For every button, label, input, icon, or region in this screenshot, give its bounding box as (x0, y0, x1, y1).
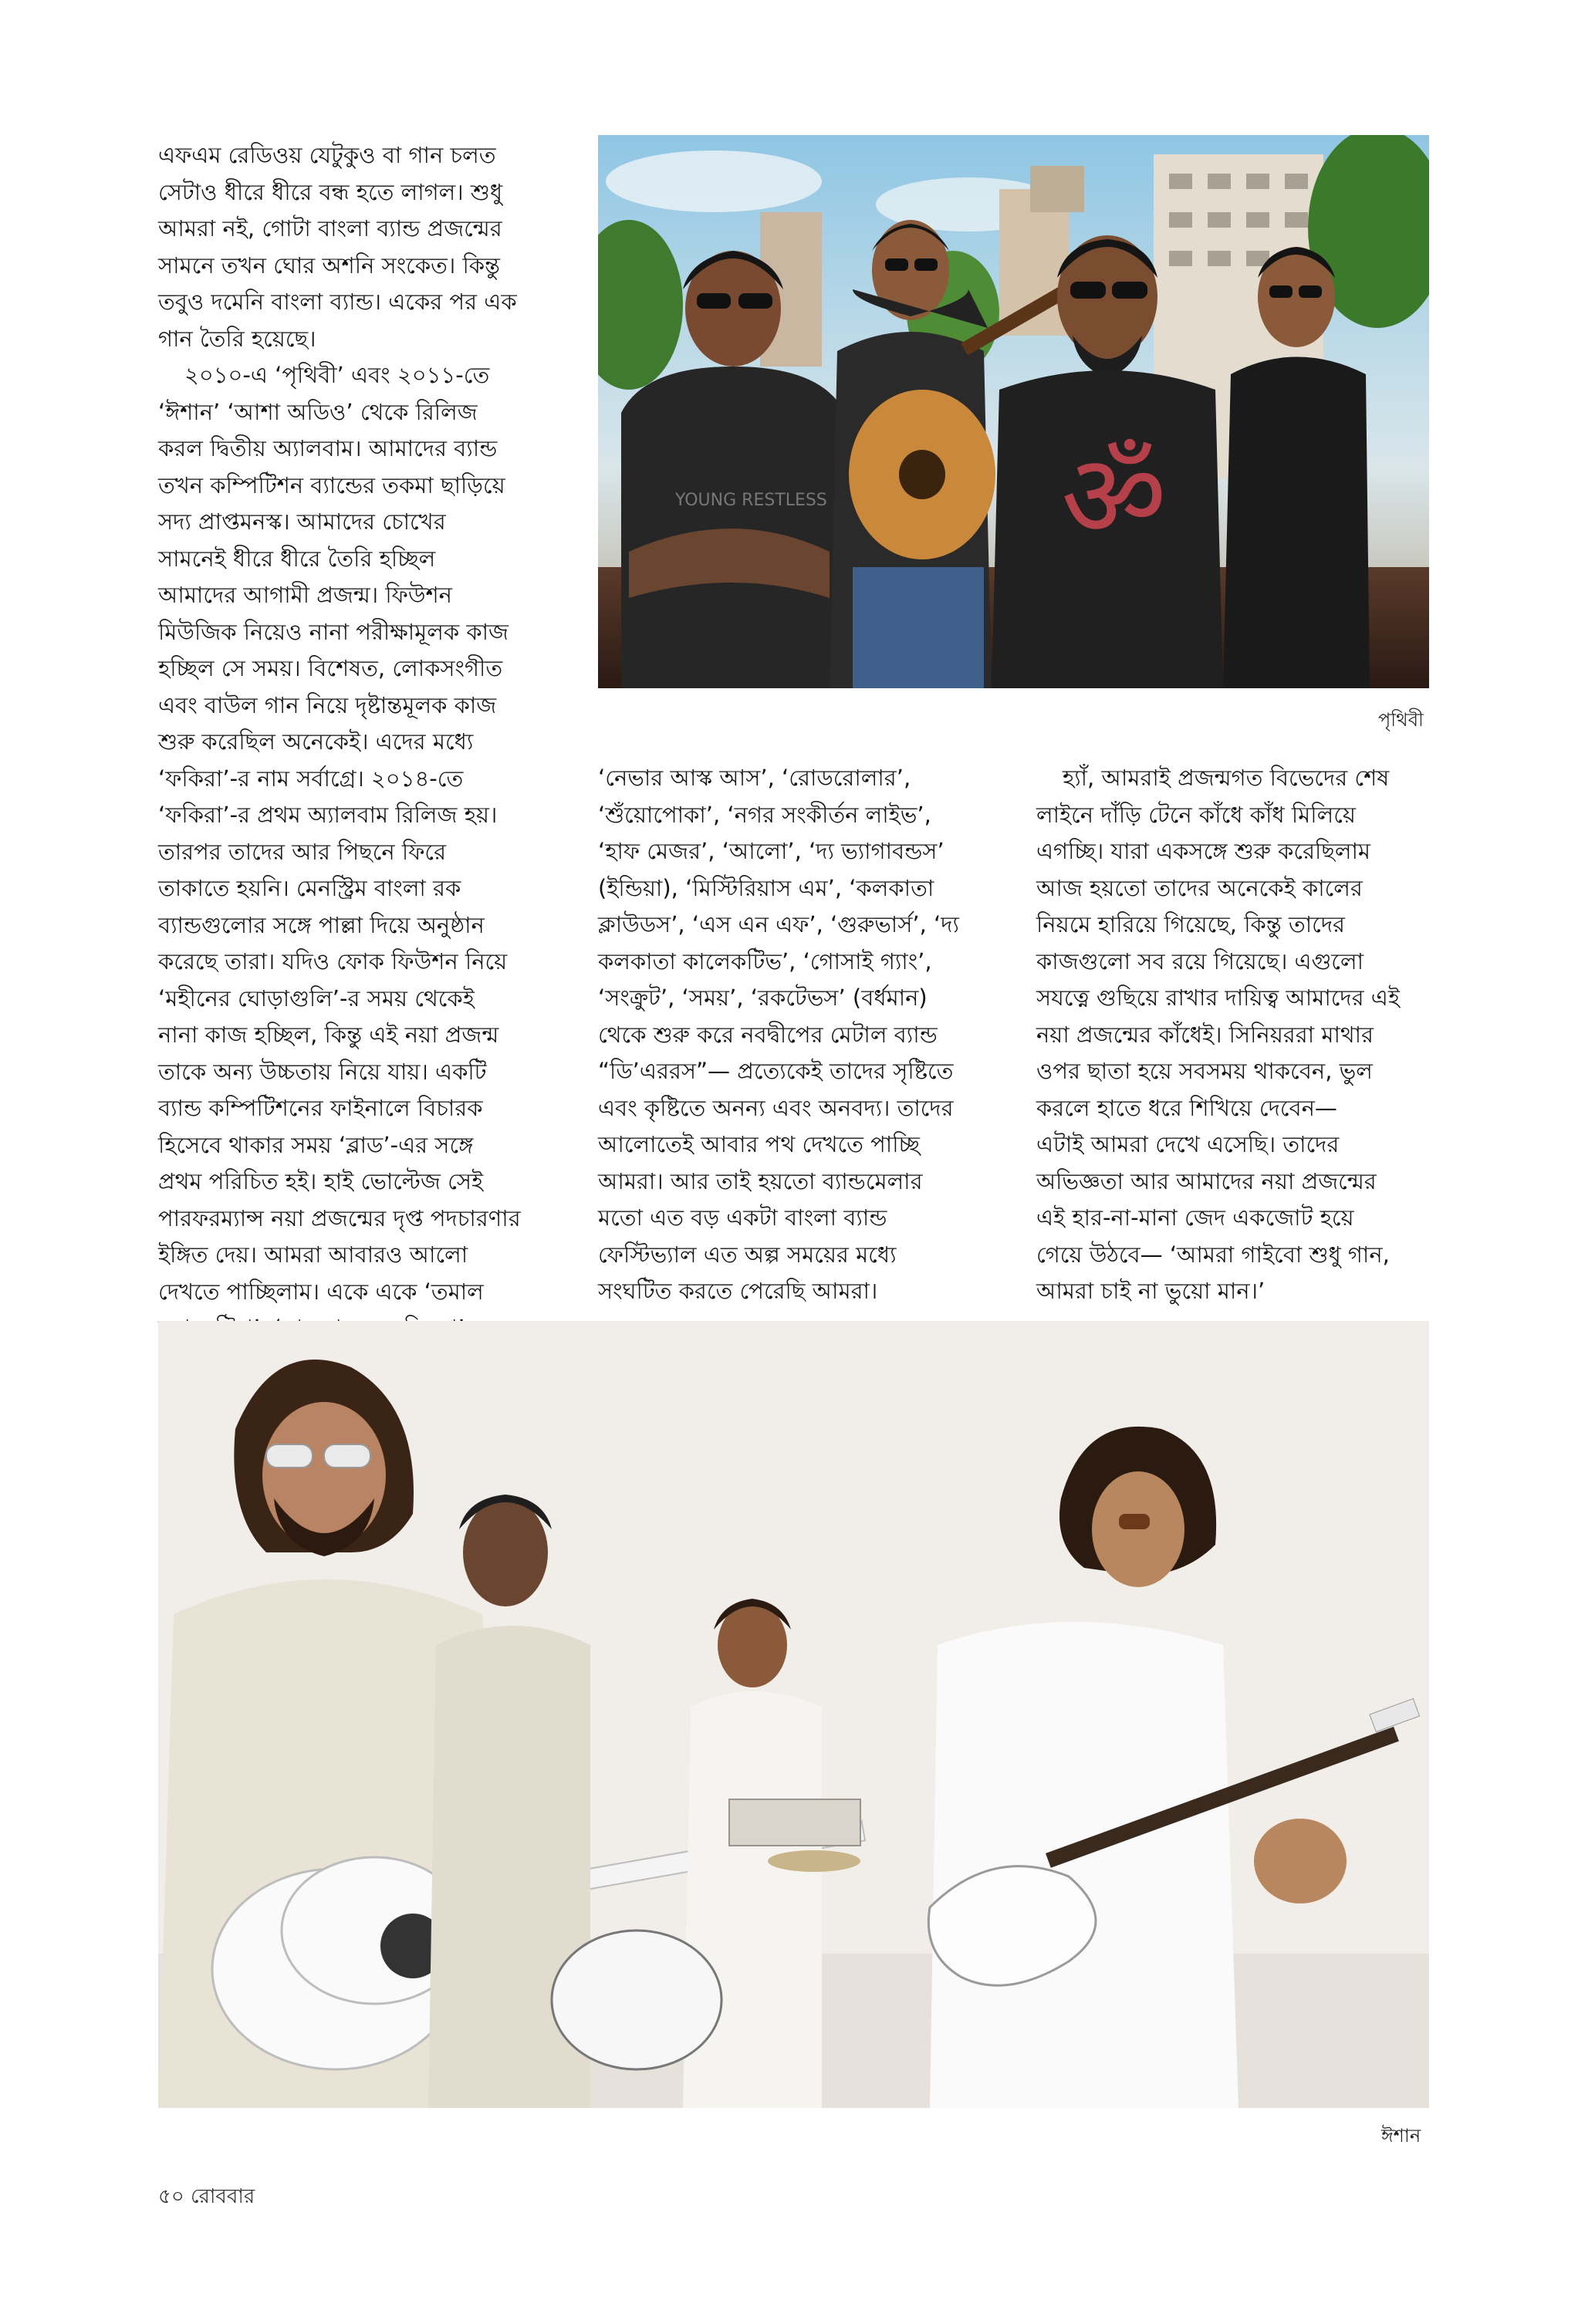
text-line: আমরা চাই না ভুয়ো মান।’ (1036, 1278, 1266, 1304)
text-line: ‘শুঁয়োপোকা’, ‘নগর সংকীর্তন লাইভ’, (598, 801, 931, 828)
text-line: অভিজ্ঞতা আর আমাদের নয়া প্রজন্মের (1036, 1167, 1377, 1194)
text-line: ইঙ্গিত দেয়। আমরা আবারও আলো (158, 1241, 468, 1268)
text-line: ‘ফকিরা’-র প্রথম অ্যালবাম রিলিজ হয়। (158, 802, 498, 828)
photo-caption-prithibi: পৃথিবী (1378, 709, 1424, 731)
photo-caption-ishan: ঈশান (1381, 2125, 1421, 2147)
text-line: (ইন্ডিয়া), ‘মিস্টিরিয়াস এম’, ‘কলকাতা (598, 874, 934, 901)
text-line: মিউজিক নিয়েও নানা পরীক্ষামূলক কাজ (158, 618, 509, 645)
text-line: আজ হয়তো তাদের অনেকেই কালের (1036, 874, 1363, 901)
text-line: ‘নেভার আস্ক আস’, ‘রোডরোলার’, (598, 765, 911, 791)
text-line: এই হার-না-মানা জেদ একজোট হয়ে (1036, 1204, 1354, 1231)
text-line: তাকে অন্য উচ্চতায় নিয়ে যায়। একটি (158, 1058, 487, 1085)
text-line: এগচ্ছি। যারা একসঙ্গে শুরু করেছিলাম (1036, 838, 1371, 864)
text-line: ফেস্টিভ্যাল এত অল্প সময়ের মধ্যে (598, 1241, 897, 1268)
text-line: সদ্য প্রাপ্তমনস্ক। আমাদের চোখের (158, 508, 446, 535)
text-line: ‘মহীনের ঘোড়াগুলি’-র সময় থেকেই (158, 985, 475, 1012)
text-line: প্রথম পরিচিত হই। হাই ভোল্টেজ সেই (158, 1168, 484, 1194)
text-line: সামনে তখন ঘোর অশনি সংকেত। কিন্তু (158, 252, 501, 279)
page-folio: ৫০ রোববার (158, 2185, 255, 2208)
text-line: নয়া প্রজন্মের কাঁধেই। সিনিয়ররা মাথার (1036, 1021, 1374, 1048)
text-line: তখন কম্পিটিশন ব্যান্ডের তকমা ছাড়িয়ে (158, 471, 505, 498)
text-line: করলে হাতে ধরে শিখিয়ে দেবেন— (1036, 1094, 1337, 1121)
text-line: শুরু করেছিল অনেকেই। এদের মধ্যে (158, 728, 474, 755)
text-line: কলকাতা কালেকটিভ’, ‘গোসাই গ্যাং’, (598, 948, 932, 975)
text-line: হচ্ছিল সে সময়। বিশেষত, লোকসংগীত (158, 655, 503, 681)
article-column-3 (1036, 760, 1445, 1310)
text-line: করল দ্বিতীয় অ্যালবাম। আমাদের ব্যান্ড (158, 435, 498, 461)
text-line: সযত্নে গুছিয়ে রাখার দায়িত্ব আমাদের এই (1036, 985, 1400, 1011)
text-line: আমরা। আর তাই হয়তো ব্যান্ডমেলার (598, 1167, 923, 1194)
text-line: আলোতেই আবার পথ দেখতে পাচ্ছি (598, 1131, 920, 1157)
text-line: সেটাও ধীরে ধীরে বন্ধ হতে লাগল। শুধু (158, 178, 503, 205)
text-line: ব্যান্ড কম্পিটিশনের ফাইনালে বিচারক (158, 1095, 483, 1121)
band-photo-prithibi (598, 135, 1429, 688)
text-line: ‘ঈশান’ ‘আশা অডিও’ থেকে রিলিজ (158, 398, 478, 425)
text-line: কাজগুলো সব রয়ে গিয়েছে। এগুলো (1036, 948, 1364, 975)
text-line: মতো এত বড় একটা বাংলা ব্যান্ড (598, 1204, 887, 1231)
text-line: আমরা নই, গোটা বাংলা ব্যান্ড প্রজন্মের (158, 215, 502, 242)
text-line: ওপর ছাতা হয়ে সবসময় থাকবেন, ভুল (1036, 1058, 1373, 1084)
text-line: হ্যাঁ, আমরাই প্রজন্মগত বিভেদের শেষ (1063, 765, 1390, 791)
article-column-1 (158, 137, 559, 1347)
text-line: নিয়মে হারিয়ে গিয়েছে, কিন্তু তাদের (1036, 911, 1346, 937)
text-line: আমাদের আগামী প্রজন্ম। ফিউশন (158, 582, 452, 608)
text-line: সামনেই ধীরে ধীরে তৈরি হচ্ছিল (158, 545, 436, 572)
text-line: ‘সংক্রুট’, ‘সময়’, ‘রকটেভস’ (বর্ধমান) (598, 985, 928, 1011)
band-photo-ishan (158, 1321, 1429, 2108)
text-line: গান তৈরি হয়েছে। (158, 325, 316, 352)
text-line: হিসেবে থাকার সময় ‘ব্লাড’-এর সঙ্গে (158, 1131, 474, 1158)
text-line: “ডি’এররস”— প্রত্যেকেই তাদের সৃষ্টিতে (598, 1058, 954, 1084)
text-line: এবং বাউল গান নিয়ে দৃষ্টান্তমূলক কাজ (158, 691, 497, 718)
text-line: তাকাতে হয়নি। মেনস্ট্রিম বাংলা রক (158, 875, 461, 901)
text-line: এবং কৃষ্টিতে অনন্য এবং অনবদ্য। তাদের (598, 1094, 954, 1121)
text-line: ‘হাফ মেজর’, ‘আলো’, ‘দ্য ভ্যাগাবন্ডস’ (598, 838, 944, 864)
text-line: তবুও দমেনি বাংলা ব্যান্ড। একের পর এক (158, 289, 517, 315)
text-line: ২০১০-এ ‘পৃথিবী’ এবং ২০১১-তে (184, 362, 490, 388)
text-line: সংঘটিত করতে পেরেছি আমরা। (598, 1278, 878, 1304)
text-line: পারফরম্যান্স নয়া প্রজন্মের দৃপ্ত পদচারণার (158, 1204, 521, 1231)
text-line: ব্যান্ডগুলোর সঙ্গে পাল্লা দিয়ে অনুষ্ঠান (158, 911, 485, 938)
text-line: লাইনে দাঁড়ি টেনে কাঁধে কাঁধ মিলিয়ে (1036, 801, 1356, 828)
text-line: ‘ফকিরা’-র নাম সর্বাগ্রে। ২০১৪-তে (158, 765, 464, 792)
article-column-2 (598, 760, 1007, 1310)
text-line: থেকে শুরু করে নবদ্বীপের মেটাল ব্যান্ড (598, 1021, 938, 1048)
text-line: নানা কাজ হচ্ছিল, কিন্তু এই নয়া প্রজন্ম (158, 1022, 499, 1048)
tshirt-print: YOUNG RESTLESS (675, 491, 827, 510)
text-line: দেখতে পাচ্ছিলাম। একে একে ‘তমাল (158, 1278, 484, 1305)
om-symbol: ॐ (1061, 430, 1167, 564)
text-line: তারপর তাদের আর পিছনে ফিরে (158, 838, 447, 865)
text-line: করেছে তারা। যদিও ফোক ফিউশন নিয়ে (158, 948, 508, 975)
text-line: গেয়ে উঠবে— ‘আমরা গাইবো শুধু গান, (1036, 1241, 1390, 1268)
text-line: এটাই আমরা দেখে এসেছি। তাদের (1036, 1131, 1340, 1157)
text-line: ক্লাউডস’, ‘এস এন এফ’, ‘গুরুভার্স’, ‘দ্য (598, 911, 959, 937)
text-line: এফএম রেডিওয় যেটুকুও বা গান চলত (158, 142, 496, 168)
